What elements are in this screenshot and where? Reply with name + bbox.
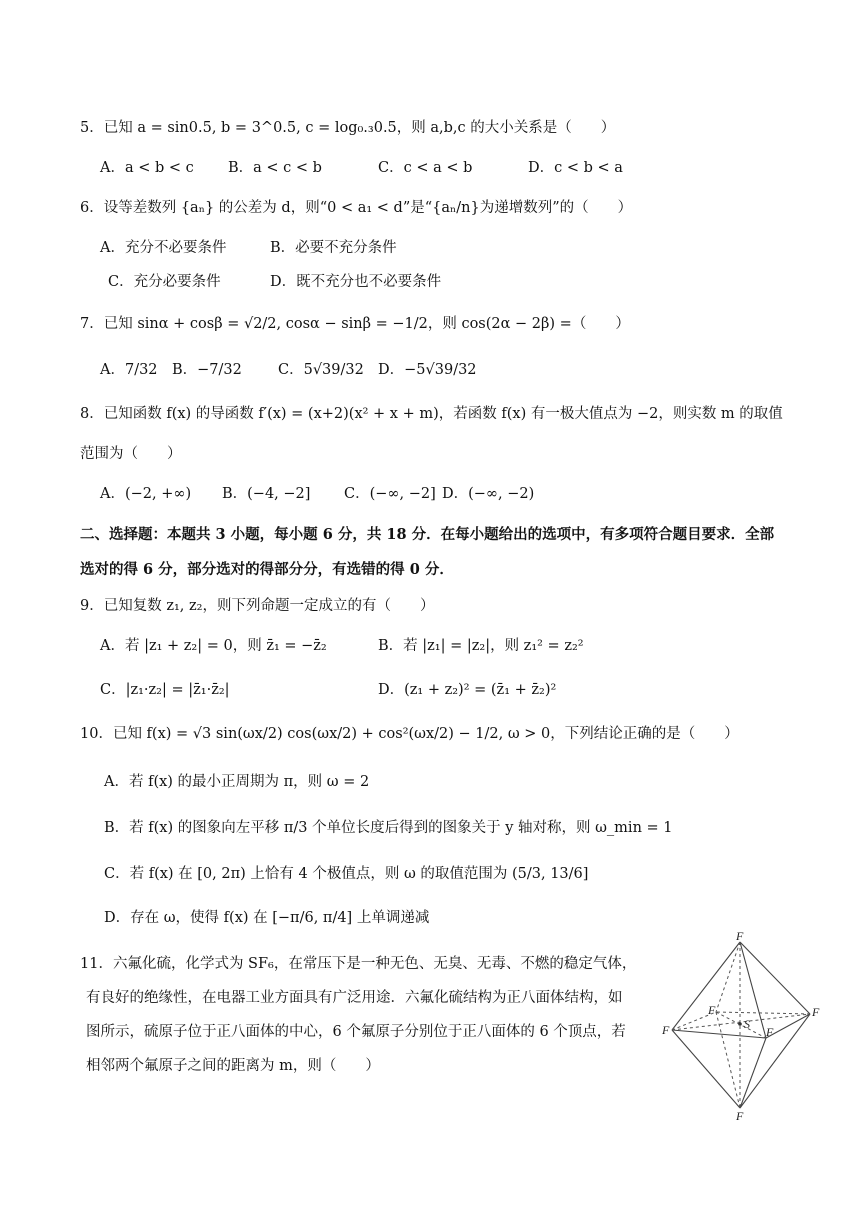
q5-stem: 5．已知 a = sin0.5, b = 3^0.5, c = log₀.₃0.5，则 a,b,c 的大小关系是（ ） (80, 120, 616, 136)
vertex-label-right: F (812, 1005, 820, 1019)
vertex-label-top: F (736, 930, 744, 943)
q6-option-a: A．充分不必要条件 (100, 240, 227, 256)
q8-option-c: C．(−∞, −2] (344, 486, 436, 502)
q8-option-a: A．(−2, +∞) (100, 486, 192, 502)
vertex-label-left: F (662, 1023, 670, 1037)
q9-option-c: C．|z₁·z₂| = |z̄₁·z̄₂| (100, 682, 230, 698)
q8-stem-cont: 范围为（ ） (80, 446, 182, 462)
q6-option-b: B．必要不充分条件 (270, 240, 397, 256)
vertex-label-bottom: F (736, 1109, 744, 1120)
section2-heading-line1: 二、选择题：本题共 3 小题，每小题 6 分，共 18 分．在每小题给出的选项中，有多项符合题目要求．全部 (80, 526, 775, 543)
vertex-label-front: F (766, 1025, 774, 1039)
q6-option-c: C．充分必要条件 (108, 274, 221, 290)
q11-line1: 11．六氟化硫，化学式为 SF₆，在常压下是一种无色、无臭、无毒、不燃的稳定气体， (80, 956, 637, 972)
edge (740, 1014, 810, 1108)
q9-option-d: D．(z₁ + z₂)² = (z̄₁ + z̄₂)² (378, 682, 557, 698)
vertex-label-back: F (708, 1003, 716, 1017)
q6-stem: 6．设等差数列 {aₙ} 的公差为 d，则“0 < a₁ < d”是“{aₙ/n}为递增数列”的（ ） (80, 200, 633, 216)
q8-stem: 8．已知函数 f(x) 的导函数 f′(x) = (x+2)(x² + x + m)，若函数 f(x) 有一极大值点为 −2，则实数 m 的取值 (80, 406, 783, 422)
q5-option-a: A．a < b < c (100, 160, 194, 176)
q11-line3: 图所示，硫原子位于正八面体的中心，6 个氟原子分别位于正八面体的 6 个顶点，若 (86, 1024, 626, 1040)
q7-option-a: A．7/32 (100, 362, 158, 378)
q7-option-d: D．−5√39/32 (378, 362, 477, 378)
edge (740, 1038, 766, 1108)
q8-option-d: D．(−∞, −2) (442, 486, 535, 502)
q10-option-b: B．若 f(x) 的图象向左平移 π/3 个单位长度后得到的图象关于 y 轴对称，则 ω_min = 1 (104, 820, 673, 836)
q10-option-c: C．若 f(x) 在 [0, 2π) 上恰有 4 个极值点，则 ω 的取值范围为 (5/3, 13/6] (104, 866, 589, 882)
edge (672, 942, 740, 1030)
edge (672, 1030, 740, 1108)
q7-option-c: C．5√39/32 (278, 362, 364, 378)
hidden-edge (716, 942, 740, 1012)
q7-stem: 7．已知 sinα + cosβ = √2/2, cosα − sinβ = −1/2，则 cos(2α − 2β) =（ ） (80, 316, 630, 332)
q5-option-c: C．c < a < b (378, 160, 473, 176)
q9-option-a: A．若 |z₁ + z₂| = 0，则 z̄₁ = −z̄₂ (100, 638, 327, 654)
q8-option-b: B．(−4, −2] (222, 486, 311, 502)
q5-option-d: D．c < b < a (528, 160, 623, 176)
center-label: S (744, 1017, 750, 1031)
q5-option-b: B．a < c < b (228, 160, 322, 176)
q10-option-d: D．存在 ω，使得 f(x) 在 [−π/6, π/4] 上单调递减 (104, 910, 430, 926)
q10-stem: 10．已知 f(x) = √3 sin(ωx/2) cos(ωx/2) + cos²(ωx/2) − 1/2, ω > 0，下列结论正确的是（ ） (80, 726, 739, 742)
sulfur-center-dot (738, 1022, 742, 1026)
q9-option-b: B．若 |z₁| = |z₂|，则 z₁² = z₂² (378, 638, 584, 654)
edge (672, 1030, 766, 1038)
octahedron-diagram (660, 930, 830, 1120)
q11-line4: 相邻两个氟原子之间的距离为 m，则（ ） (86, 1058, 380, 1074)
edge (740, 942, 810, 1014)
hidden-axis (672, 1014, 810, 1030)
q10-option-a: A．若 f(x) 的最小正周期为 π，则 ω = 2 (104, 774, 370, 790)
q6-option-d: D．既不充分也不必要条件 (270, 274, 442, 290)
section2-heading-line2: 选对的得 6 分，部分选对的得部分分，有选错的得 0 分． (80, 561, 454, 578)
q7-option-b: B．−7/32 (172, 362, 242, 378)
q9-stem: 9．已知复数 z₁, z₂，则下列命题一定成立的有（ ） (80, 598, 435, 614)
hidden-edge (716, 1012, 810, 1014)
q11-line2: 有良好的绝缘性，在电器工业方面具有广泛用途．六氟化硫结构为正八面体结构，如 (86, 990, 623, 1006)
